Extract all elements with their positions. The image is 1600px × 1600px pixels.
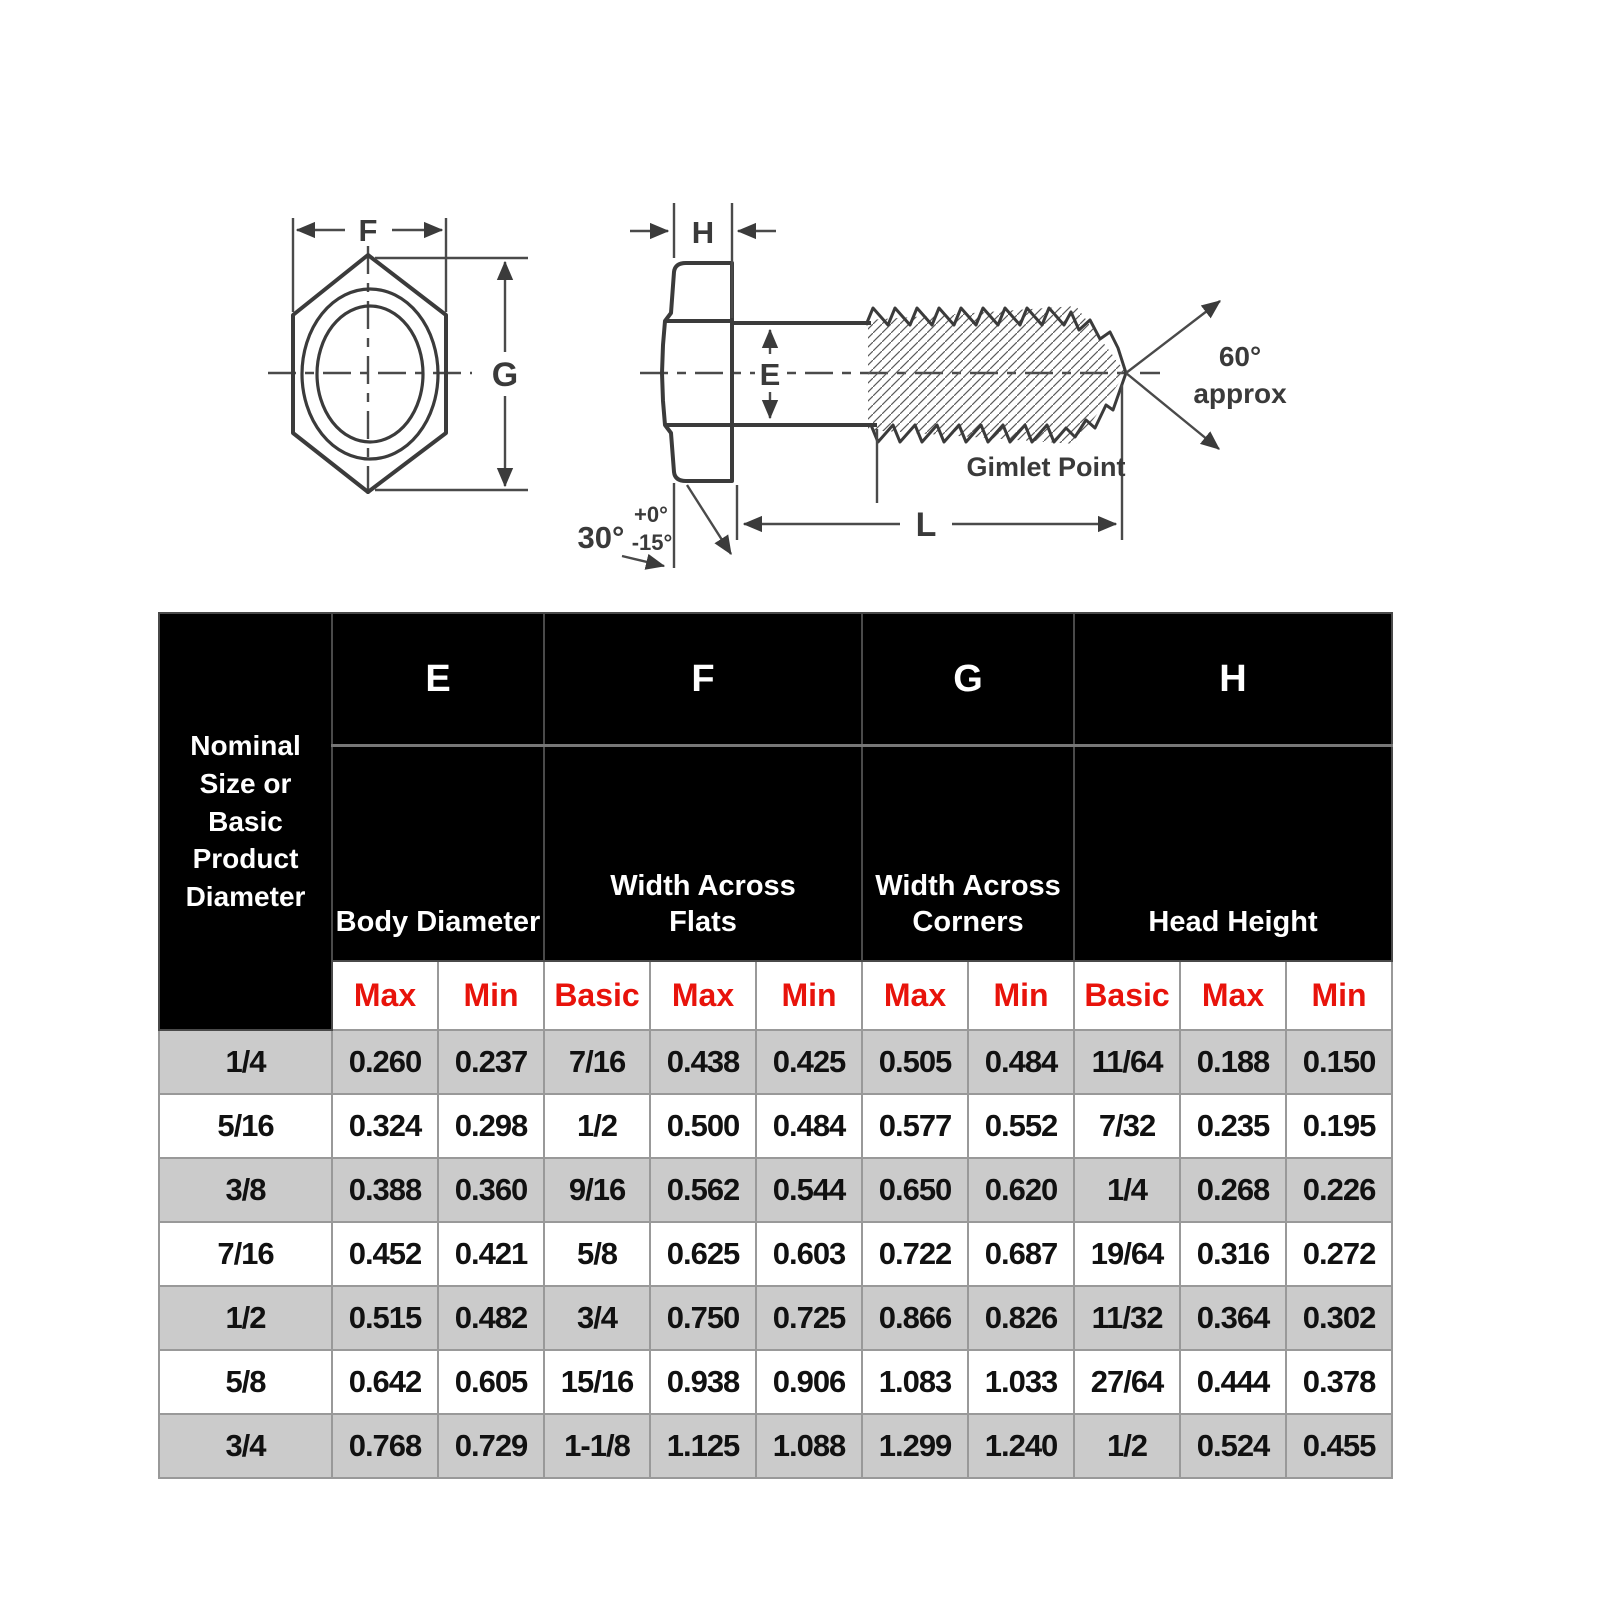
value-cell: 0.484: [968, 1030, 1074, 1094]
value-cell: 0.298: [438, 1094, 544, 1158]
value-cell: 0.150: [1286, 1030, 1392, 1094]
dim-label-L: L: [915, 506, 937, 544]
dim-label-G: G: [491, 356, 519, 394]
dim-label-H: H: [691, 215, 715, 250]
group-header-H: H: [1074, 613, 1392, 746]
value-cell: 0.316: [1180, 1222, 1286, 1286]
value-cell: 1.240: [968, 1414, 1074, 1478]
table-row: [159, 1094, 1392, 1158]
value-cell: 0.452: [332, 1222, 438, 1286]
spec-table: [158, 612, 1393, 1479]
bolt-side-view: [578, 203, 1288, 568]
value-cell: 0.360: [438, 1158, 544, 1222]
gimlet-point-label: Gimlet Point: [966, 452, 1126, 482]
value-cell: 0.268: [1180, 1158, 1286, 1222]
subheader-F-min: Min: [756, 961, 862, 1030]
row-size-cell: 5/8: [159, 1350, 332, 1414]
value-cell: 11/64: [1074, 1030, 1180, 1094]
value-cell: 27/64: [1074, 1350, 1180, 1414]
subheader-F-basic: Basic: [544, 961, 650, 1030]
table-row: [159, 1222, 1392, 1286]
value-cell: 0.722: [862, 1222, 968, 1286]
corner-header: [159, 613, 332, 1030]
row-size-cell: 7/16: [159, 1222, 332, 1286]
value-cell: 0.505: [862, 1030, 968, 1094]
value-cell: 0.938: [650, 1350, 756, 1414]
value-cell: 0.620: [968, 1158, 1074, 1222]
point-angle-callout: [1126, 301, 1287, 449]
value-cell: 7/32: [1074, 1094, 1180, 1158]
subheader-G-min: Min: [968, 961, 1074, 1030]
hex-head-front-view: [268, 213, 528, 502]
row-size-cell: 1/4: [159, 1030, 332, 1094]
dim-label-F: F: [358, 213, 378, 248]
dimension-H: [630, 203, 776, 318]
value-cell: 1.125: [650, 1414, 756, 1478]
underhead-tol-plus: +0°: [634, 502, 668, 527]
table-body: [159, 1030, 1392, 1478]
value-cell: 1-1/8: [544, 1414, 650, 1478]
value-cell: 1.083: [862, 1350, 968, 1414]
underhead-angle-label: 30°: [577, 520, 625, 555]
group-header-G: G: [862, 613, 1074, 746]
subheader-row: [159, 961, 1392, 1030]
table-row: [159, 1414, 1392, 1478]
value-cell: 1/2: [544, 1094, 650, 1158]
value-cell: 0.455: [1286, 1414, 1392, 1478]
value-cell: 1.088: [756, 1414, 862, 1478]
value-cell: 0.577: [862, 1094, 968, 1158]
label-header-row: [159, 746, 1392, 962]
group-label-width-across-flats: Width Across Flats: [544, 746, 862, 962]
value-cell: 0.729: [438, 1414, 544, 1478]
value-cell: 0.482: [438, 1286, 544, 1350]
table-row: [159, 1030, 1392, 1094]
value-cell: 19/64: [1074, 1222, 1180, 1286]
value-cell: 0.324: [332, 1094, 438, 1158]
dim-label-E: E: [759, 357, 781, 392]
value-cell: 0.195: [1286, 1094, 1392, 1158]
value-cell: 0.364: [1180, 1286, 1286, 1350]
table-row: [159, 1158, 1392, 1222]
value-cell: 0.625: [650, 1222, 756, 1286]
value-cell: 0.544: [756, 1158, 862, 1222]
value-cell: 0.484: [756, 1094, 862, 1158]
value-cell: 0.188: [1180, 1030, 1286, 1094]
value-cell: 5/8: [544, 1222, 650, 1286]
value-cell: 0.378: [1286, 1350, 1392, 1414]
dimension-table-region: [158, 612, 1393, 1479]
value-cell: 0.650: [862, 1158, 968, 1222]
value-cell: 0.272: [1286, 1222, 1392, 1286]
group-header-E: E: [332, 613, 544, 746]
value-cell: 9/16: [544, 1158, 650, 1222]
value-cell: 0.725: [756, 1286, 862, 1350]
value-cell: 0.826: [968, 1286, 1074, 1350]
value-cell: 0.552: [968, 1094, 1074, 1158]
value-cell: 1/2: [1074, 1414, 1180, 1478]
value-cell: 0.237: [438, 1030, 544, 1094]
corner-header-text: Nominal Size or Basic Product Diameter: [185, 730, 306, 912]
value-cell: 0.444: [1180, 1350, 1286, 1414]
value-cell: 15/16: [544, 1350, 650, 1414]
value-cell: 1/4: [1074, 1158, 1180, 1222]
value-cell: 0.302: [1286, 1286, 1392, 1350]
row-size-cell: 3/4: [159, 1414, 332, 1478]
subheader-F-max: Max: [650, 961, 756, 1030]
letter-header-row: [159, 613, 1392, 746]
table-row: [159, 1286, 1392, 1350]
group-label-width-across-corners: Width Across Corners: [862, 746, 1074, 962]
value-cell: 0.515: [332, 1286, 438, 1350]
row-size-cell: 3/8: [159, 1158, 332, 1222]
value-cell: 3/4: [544, 1286, 650, 1350]
subheader-E-max: Max: [332, 961, 438, 1030]
dimension-E: [755, 330, 785, 418]
value-cell: 0.260: [332, 1030, 438, 1094]
value-cell: 0.750: [650, 1286, 756, 1350]
value-cell: 0.500: [650, 1094, 756, 1158]
point-angle-label: 60°: [1218, 341, 1262, 372]
value-cell: 0.421: [438, 1222, 544, 1286]
subheader-H-max: Max: [1180, 961, 1286, 1030]
subheader-H-basic: Basic: [1074, 961, 1180, 1030]
subheader-H-min: Min: [1286, 961, 1392, 1030]
group-header-F: F: [544, 613, 862, 746]
value-cell: 0.388: [332, 1158, 438, 1222]
value-cell: 0.605: [438, 1350, 544, 1414]
subheader-E-min: Min: [438, 961, 544, 1030]
value-cell: 0.524: [1180, 1414, 1286, 1478]
value-cell: 0.642: [332, 1350, 438, 1414]
value-cell: 11/32: [1074, 1286, 1180, 1350]
thread-hatch: [868, 306, 1126, 444]
underhead-tol-minus: -15°: [631, 530, 673, 555]
group-label-body-diameter: Body Diameter: [332, 746, 544, 962]
underhead-angle-callout: [578, 483, 731, 568]
lag-screw-technical-drawing: [0, 0, 1600, 600]
value-cell: 0.438: [650, 1030, 756, 1094]
value-cell: 0.906: [756, 1350, 862, 1414]
value-cell: 0.235: [1180, 1094, 1286, 1158]
value-cell: 0.768: [332, 1414, 438, 1478]
row-size-cell: 1/2: [159, 1286, 332, 1350]
value-cell: 0.425: [756, 1030, 862, 1094]
value-cell: 0.562: [650, 1158, 756, 1222]
subheader-G-max: Max: [862, 961, 968, 1030]
point-angle-note: approx: [1193, 378, 1287, 409]
value-cell: 0.687: [968, 1222, 1074, 1286]
value-cell: 1.033: [968, 1350, 1074, 1414]
group-label-head-height: Head Height: [1074, 746, 1392, 962]
row-size-cell: 5/16: [159, 1094, 332, 1158]
value-cell: 0.866: [862, 1286, 968, 1350]
table-row: [159, 1350, 1392, 1414]
value-cell: 0.603: [756, 1222, 862, 1286]
value-cell: 7/16: [544, 1030, 650, 1094]
value-cell: 1.299: [862, 1414, 968, 1478]
value-cell: 0.226: [1286, 1158, 1392, 1222]
